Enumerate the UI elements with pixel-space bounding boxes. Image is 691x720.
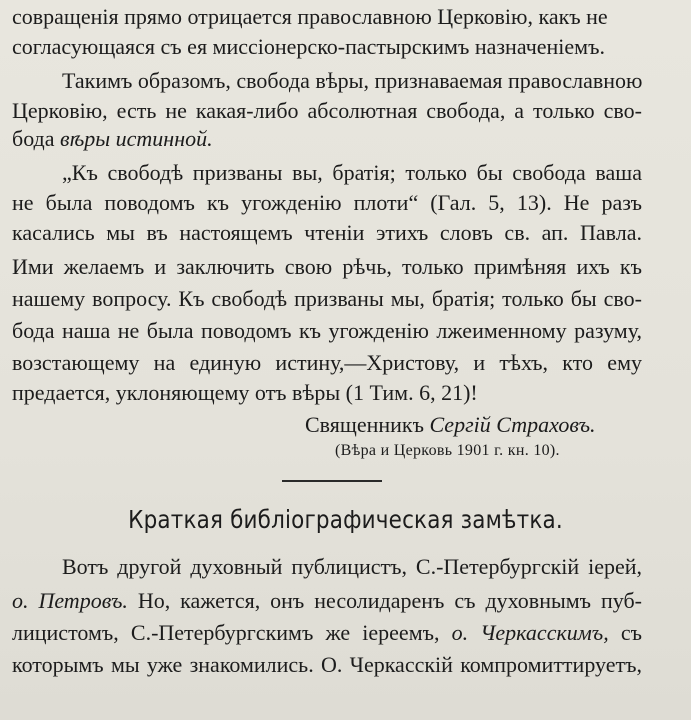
text-line: лицистомъ, С.-Петербургскимъ же іереемъ, о. Черкасскимъ, съ <box>12 620 642 645</box>
text-line: предается, уклоняющему отъ вѣры (1 Тим. 6, 21)! <box>12 380 478 405</box>
signature: Священникъ Сергій Страховъ. <box>305 412 596 437</box>
text-line: Церковію, есть не какая-либо абсолютная свобода, а только сво- <box>12 98 642 123</box>
section-divider <box>282 480 382 482</box>
text-line: совращенія прямо отрицается православною Церковію, какъ не <box>12 4 608 29</box>
italic-emphasis: о. Петровъ. <box>12 588 128 613</box>
section-heading: Краткая библіографическая замѣтка. <box>128 505 563 534</box>
text-line: нашему вопросу. Къ свободѣ призваны мы, братія; только бы сво- <box>12 286 642 311</box>
text-line: Вотъ другой духовный публицистъ, С.-Петербургскій іерей, <box>62 554 642 579</box>
text-line: которымъ мы уже знакомились. О. Черкасскій компромиттируетъ, <box>12 652 642 677</box>
italic-emphasis: о. Черкасскимъ, <box>451 620 609 645</box>
text-line: не была поводомъ къ угожденію плоти“ (Гал. 5, 13). Не разъ <box>12 190 642 215</box>
text-line: бода наша не была поводомъ къ угожденію лжеименному разуму, <box>12 318 642 343</box>
text-line: „Къ свободѣ призваны вы, братія; только бы свобода ваша <box>62 160 642 185</box>
text-line: Такимъ образомъ, свобода вѣры, признаваемая православною <box>62 68 643 93</box>
text-line: Ими желаемъ и заключить свою рѣчь, только примѣняя ихъ къ <box>12 254 642 279</box>
text-line: бода вѣры истинной. <box>12 126 213 151</box>
source-citation: (Вѣра и Церковь 1901 г. кн. 10). <box>335 442 560 459</box>
author-name: Сергій Страховъ. <box>429 412 596 437</box>
text-line: о. Петровъ. Но, кажется, онъ несолидаренъ съ духовнымъ пуб- <box>12 588 642 613</box>
text-line: касались мы въ настоящемъ чтеніи этихъ словъ св. ап. Павла. <box>12 220 642 245</box>
italic-emphasis: вѣры истинной. <box>60 126 213 151</box>
text-line: согласующаяся съ ея миссіонерско-пастырскимъ назначеніемъ. <box>12 34 605 59</box>
text-line: возстающему на единую истину,—Христову, и тѣхъ, кто ему <box>12 350 642 375</box>
